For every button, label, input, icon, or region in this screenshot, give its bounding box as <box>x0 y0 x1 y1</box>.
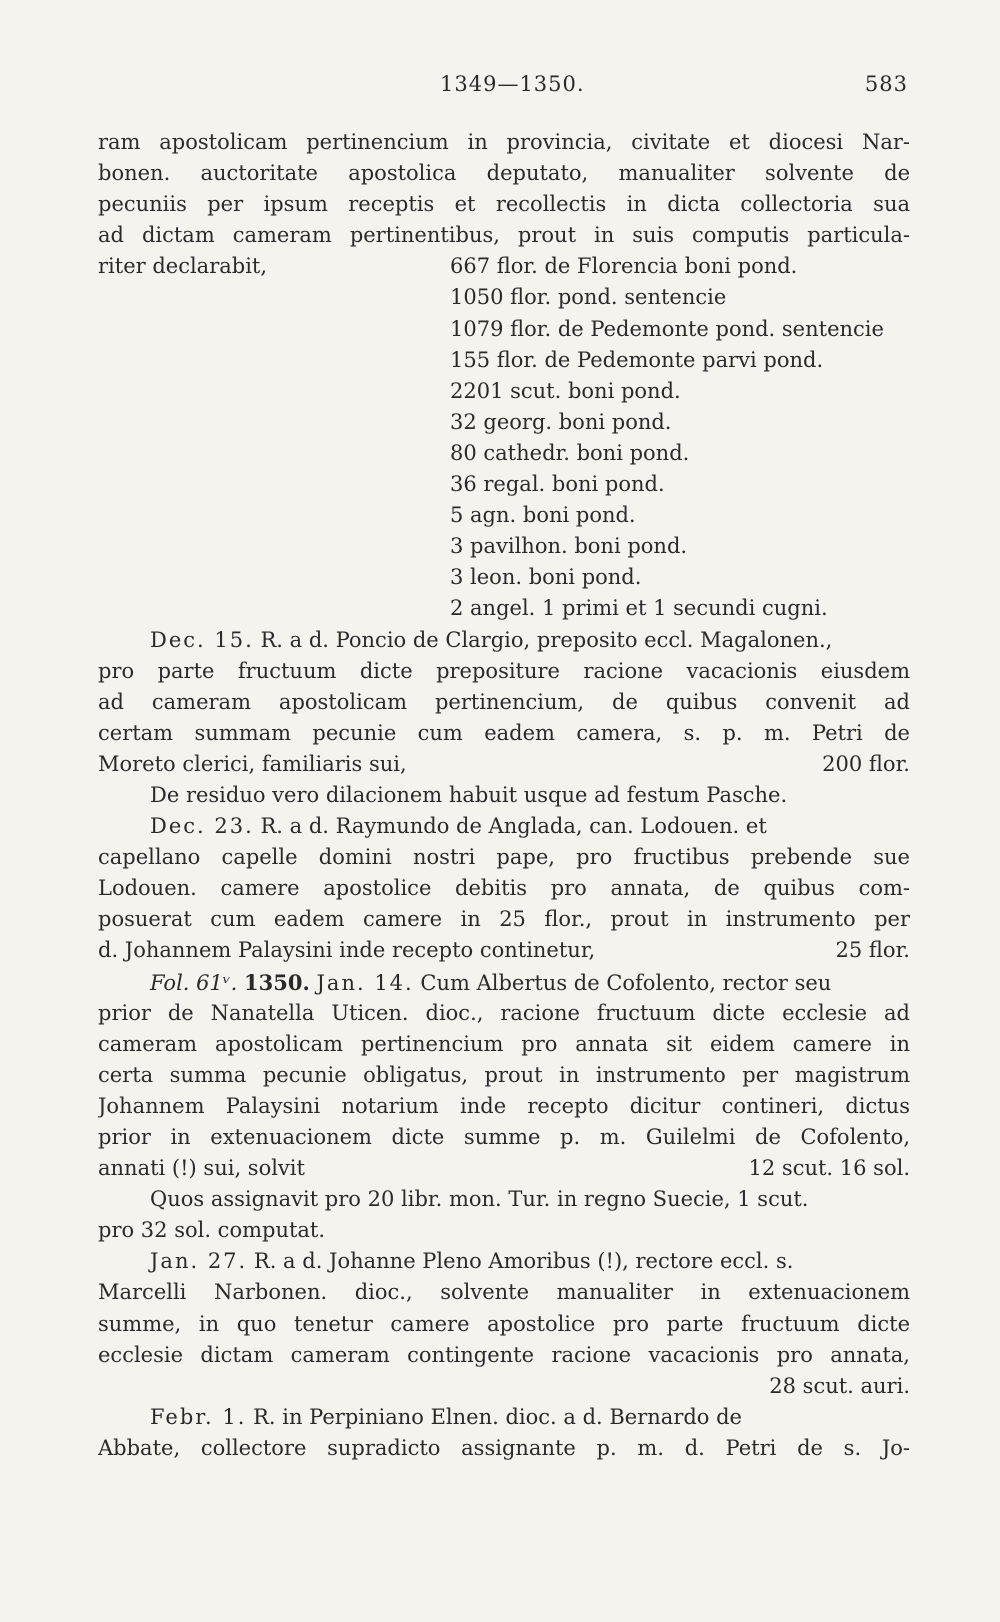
year-range: 1349—1350. <box>440 72 585 96</box>
text-fragment: d. Johannem Palaysini inde recepto continetur, <box>98 938 596 963</box>
year-marker: 1350. <box>244 969 310 995</box>
text-line: ram apostolicam pertinencium in provincia, civitate et diocesi Nar- <box>98 130 910 154</box>
text-line: pro parte fructuum dicte prepositure racione vacacionis eiusdem <box>98 658 910 683</box>
text-fragment: R. in Perpiniano Elnen. dioc. a d. Bernardo de <box>246 1404 742 1429</box>
text-line: Marcelli Narbonen. dioc., solvente manualiter in extenuacionem <box>98 1280 910 1305</box>
text-line: capellano capelle domini nostri pape, pro fructibus prebende sue <box>98 845 910 870</box>
text-line: Johannem Palaysini notarium inde recepto dicitur contineri, dictus <box>98 1093 910 1118</box>
text-fragment: R. a d. Raymundo de Anglada, can. Lodouen. et <box>253 814 767 839</box>
amount-entry: 2201 scut. boni pond. <box>450 378 681 403</box>
amount-value: 25 flor. <box>835 938 910 963</box>
entry-first-line <box>98 811 910 842</box>
amount-entry: 5 agn. boni pond. <box>450 503 636 528</box>
amount-entry: 80 cathedr. boni pond. <box>450 440 690 465</box>
text-fragment: annati (!) sui, solvit <box>98 1156 305 1181</box>
text-fragment: R. a d. Johanne Pleno Amoribus (!), rectore eccl. s. <box>247 1249 794 1274</box>
text-line: ad dictam cameram pertinentibus, prout in suis computis particula- <box>98 223 910 248</box>
text-fragment: R. a d. Poncio de Clargio, preposito eccl. Magalonen., <box>253 627 833 652</box>
amount-line <box>98 251 910 282</box>
entry-date: Febr. 1. <box>150 1404 247 1429</box>
entry-first-line <box>98 967 910 998</box>
note-line: De residuo vero dilacionem habuit usque ad festum Pasche. <box>150 782 788 807</box>
amount-entry: 36 regal. boni pond. <box>450 472 665 497</box>
text-fragment: Moreto clerici, familiaris sui, <box>98 751 407 776</box>
note-line: pro 32 sol. computat. <box>98 1218 326 1243</box>
amount-entry: 3 leon. boni pond. <box>450 565 642 590</box>
text-fragment: Cum Albertus de Cofolento, rector seu <box>413 970 832 995</box>
text-line: ecclesie dictam cameram contingente racione vacacionis pro annata, <box>98 1342 910 1367</box>
text-line: Lodouen. camere apostolice debitis pro annata, de quibus com- <box>98 876 910 901</box>
amount-line <box>98 1153 910 1184</box>
text-line: Abbate, collectore supradicto assignante p. m. d. Petri de s. Jo- <box>98 1435 910 1460</box>
amount-entry: 32 georg. boni pond. <box>450 409 672 434</box>
amount-value: 200 flor. <box>822 751 910 776</box>
amount-value: 28 scut. auri. <box>769 1373 910 1398</box>
amount-entry: 2 angel. 1 primi et 1 secundi cugni. <box>450 596 828 621</box>
amount-entry: 1050 flor. pond. sentencie <box>450 285 727 310</box>
text-line: prior de Nanatella Uticen. dioc., racione fructuum dicte ecclesie ad <box>98 1000 910 1025</box>
amount-line <box>98 749 910 780</box>
text-body <box>98 127 910 1464</box>
text-fragment: riter declarabit, <box>98 254 268 279</box>
folio-reference: Fol. 61ᵛ. <box>150 970 238 995</box>
amount-line <box>98 935 910 966</box>
amount-entry: 1079 flor. de Pedemonte pond. sentencie <box>450 316 884 341</box>
amount-value: 12 scut. 16 sol. <box>748 1156 910 1181</box>
page-number: 583 <box>864 72 908 96</box>
note-line: Quos assignavit pro 20 libr. mon. Tur. in regno Suecie, 1 scut. <box>150 1187 809 1212</box>
text-line: cameram apostolicam pertinencium pro annata sit eidem camere in <box>98 1031 910 1056</box>
running-header <box>0 72 1000 102</box>
entry-first-line <box>98 1402 910 1433</box>
amount-entry: 667 flor. de Florencia boni pond. <box>450 254 798 279</box>
entry-date: Jan. 27. <box>150 1249 248 1274</box>
text-line: certa summa pecunie obligatus, prout in instrumento per magistrum <box>98 1062 910 1087</box>
entry-first-line <box>98 625 910 656</box>
text-line: posuerat cum eadem camere in 25 flor., prout in instrumento per <box>98 907 910 932</box>
amount-entry: 3 pavilhon. boni pond. <box>450 534 688 559</box>
entry-first-line <box>98 1246 910 1277</box>
entry-date: Jan. 14. <box>316 970 414 995</box>
text-line: certam summam pecunie cum eadem camera, s. p. m. Petri de <box>98 720 910 745</box>
text-line: prior in extenuacionem dicte summe p. m. Guilelmi de Cofolento, <box>98 1125 910 1149</box>
amount-entry: 155 flor. de Pedemonte parvi pond. <box>450 347 824 372</box>
text-line: summe, in quo tenetur camere apostolice pro parte fructuum dicte <box>98 1311 910 1336</box>
text-line: bonen. auctoritate apostolica deputato, manualiter solvente de <box>98 161 910 186</box>
text-line: pecuniis per ipsum receptis et recollectis in dicta collectoria sua <box>98 192 910 217</box>
entry-date: Dec. 15. <box>150 627 254 652</box>
entry-date: Dec. 23. <box>150 814 254 839</box>
text-line: ad cameram apostolicam pertinencium, de quibus convenit ad <box>98 689 910 714</box>
